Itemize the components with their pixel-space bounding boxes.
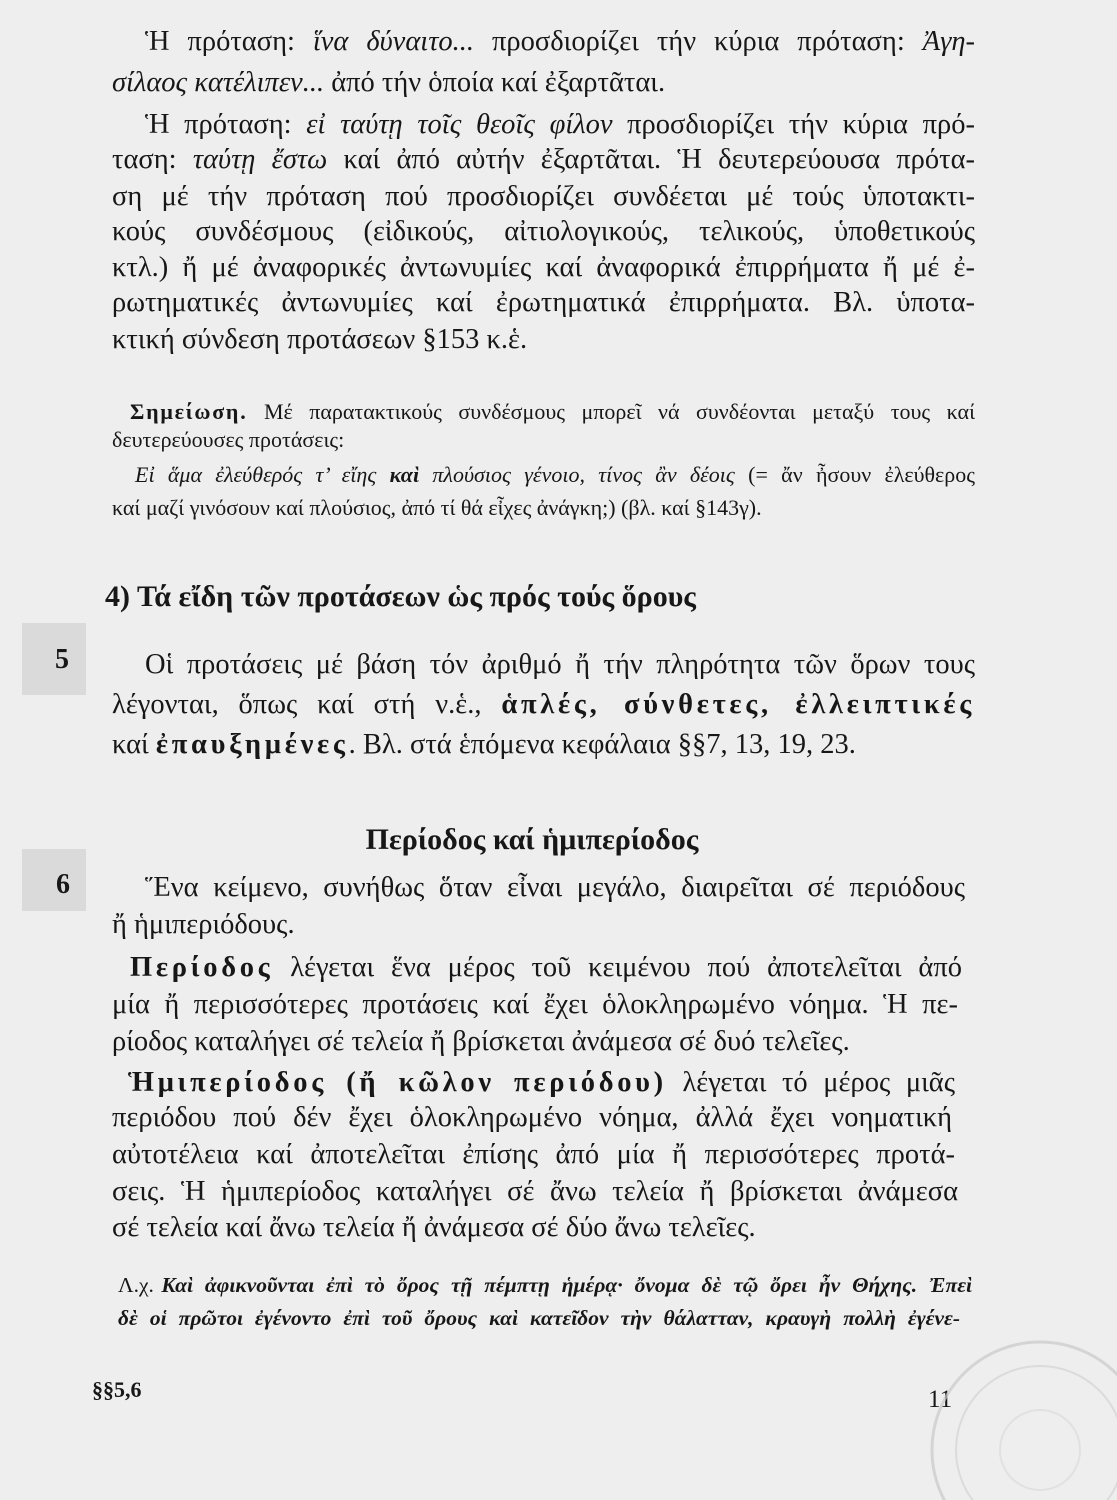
footer-section-ref: §§5,6	[92, 1377, 142, 1402]
paragraph-line	[130, 950, 962, 986]
text-segment: ρίοδος καταλήγει σέ τελεία ἤ βρίσκεται ἀνάμεσα σέ δυό τελεῖες.	[112, 1026, 850, 1057]
passage-line	[145, 24, 975, 60]
paragraph-line	[145, 870, 965, 906]
text-segment: λέγεται τό μέρος μιᾶς	[666, 1067, 955, 1098]
italic-quote: πλούσιος γένοιο, τίνος ἂν δέοις	[419, 462, 735, 487]
example-line	[118, 1303, 960, 1333]
paragraph-line	[112, 1174, 958, 1210]
passage-line	[112, 322, 975, 358]
paragraph-line	[112, 1137, 955, 1173]
paragraph-line	[112, 1210, 958, 1246]
library-stamp-icon	[905, 1300, 1117, 1500]
text-segment: Ἡ πρόταση:	[145, 109, 307, 140]
note-line	[135, 460, 975, 490]
text-segment: προσδιορίζει τήν κύρια πρό-	[612, 109, 975, 140]
emphasis-word: καὶ	[389, 462, 420, 487]
text-segment: δευτερεύουσες προτάσεις:	[112, 427, 345, 452]
text-segment: καί μαζί γινόσουν καί πλούσιος, ἀπό τί θά εἶχες ἀνάγκη;) (βλ. καί §143γ).	[112, 495, 762, 520]
text-segment: λέγονται, ὅπως καί στή ν.ἑ.,	[112, 689, 502, 720]
paragraph-line	[112, 907, 965, 943]
page-number: 11	[928, 1386, 953, 1413]
text-segment: Ἕνα κείμενο, συνήθως ὅταν εἶναι μεγάλο, διαιρεῖται σέ περιόδους	[145, 872, 965, 903]
spaced-term: ἐπαυξημένες	[155, 729, 349, 760]
text-segment: ἤ ἡμιπεριόδους.	[112, 909, 295, 940]
paragraph-line	[112, 727, 975, 763]
text-segment: Μέ παρατακτικούς συνδέσμους μπορεῖ νά συνδέονται μεταξύ τους καί	[247, 399, 975, 424]
note-line	[130, 397, 975, 427]
passage-line	[112, 250, 975, 286]
passage-line	[112, 214, 975, 250]
text-segment: καί ἀπό αὐτήν ἐξαρτᾶται. Ἡ δευτερεύουσα πρότα-	[327, 144, 975, 175]
margin-shade	[22, 623, 86, 695]
spaced-term: ἁπλές, σύνθετες, ἐλλειπτικές	[501, 689, 975, 720]
paragraph-line	[112, 687, 975, 723]
text-segment: κτική σύνδεση προτάσεων §153 κ.ἑ.	[112, 324, 528, 355]
text-segment: ρωτηματικές ἀντωνυμίες καί ἐρωτηματικά ἐπιρρήματα. Βλ. ὑποτα-	[112, 287, 975, 318]
passage-line	[112, 142, 975, 178]
text-segment: ταση:	[112, 144, 193, 175]
italic-quote: Ἀγη-	[922, 26, 975, 57]
italic-quote: εἰ ταύτῃ τοῖς θεοῖς φίλον	[306, 109, 613, 140]
italic-quote: Εἰ ἅμα ἐλεύθερός τ’ εἴης	[135, 462, 390, 487]
section-heading: 4) Τά εἴδη τῶν προτάσεων ὡς πρός τούς ὅρους	[105, 580, 696, 613]
note-line	[112, 425, 975, 455]
example-quote: δὲ οἱ πρῶτοι ἐγένοντο ἐπὶ τοῦ ὄρους καὶ κατεῖδον τὴν θάλατταν, κραυγὴ πολλὴ ἐγένε-	[118, 1306, 960, 1330]
passage-line	[145, 107, 975, 143]
text-segment: σεις. Ἡ ἡμιπερίοδος καταλήγει σέ ἄνω τελεία ἤ βρίσκεται ἀνάμεσα	[112, 1176, 958, 1207]
paragraph-number: 5	[55, 644, 69, 675]
text-segment: . Βλ. στά ἑπόμενα κεφάλαια §§7, 13, 19, 23.	[348, 729, 856, 760]
text-segment: μία ἤ περισσότερες προτάσεις καί ἔχει ὁλοκληρωμένο νόημα. Ἡ πε-	[112, 989, 958, 1020]
text-segment: σέ τελεία καί ἄνω τελεία ἤ ἀνάμεσα σέ δύο ἄνω τελεῖες.	[112, 1212, 756, 1243]
text-segment: Ἡ πρόταση:	[145, 26, 313, 57]
spaced-term: Περίοδος	[130, 952, 274, 983]
italic-quote: σίλαος κατέλιπεν...	[112, 67, 325, 98]
paragraph-number: 6	[56, 869, 70, 900]
text-segment: κούς συνδέσμους (εἰδικούς, αἰτιολογικούς, τελικούς, ὑποθετικούς	[112, 216, 975, 247]
text-segment: ση μέ τήν πρόταση πού προσδιορίζει συνδέεται μέ τούς ὑποτακτι-	[112, 181, 975, 212]
note-label: Σημείωση.	[130, 399, 248, 424]
margin-shade	[22, 849, 86, 911]
example-quote: Καὶ ἀφικνοῦνται ἐπὶ τὸ ὄρος τῇ πέμπτῃ ἡμέρᾳ· ὄνομα δὲ τῷ ὄρει ἦν Θήχης. Ἐπεὶ	[161, 1273, 972, 1297]
paragraph-line	[112, 987, 958, 1023]
example-label: Λ.χ.	[118, 1273, 154, 1297]
text-segment: προσδιορίζει τήν κύρια πρόταση:	[474, 26, 923, 57]
section-heading: Περίοδος καί ἡμιπερίοδος	[365, 823, 699, 856]
text-segment: ἀπό τήν ὁποία καί ἐξαρτᾶται.	[324, 67, 666, 98]
text-segment: (= ἄν ἦσουν ἐλεύθερος	[734, 462, 975, 487]
italic-quote: ἵνα δύναιτο...	[312, 26, 475, 57]
paragraph-line	[128, 1065, 955, 1101]
italic-quote: ταύτῃ ἔστω	[192, 144, 328, 175]
example-line	[118, 1270, 972, 1300]
text-segment: καί	[112, 729, 156, 760]
passage-line	[112, 285, 975, 321]
note-line	[112, 493, 975, 523]
passage-line	[112, 179, 975, 215]
paragraph-line	[145, 647, 975, 683]
paragraph-line	[112, 1100, 952, 1136]
spaced-term: Ἡμιπερίοδος (ἤ κῶλον περιόδου)	[128, 1067, 667, 1098]
text-segment: αὐτοτέλεια καί ἀποτελεῖται ἐπίσης ἀπό μία ἤ περισσότερες προτά-	[112, 1139, 955, 1170]
text-segment: κτλ.) ἤ μέ ἀναφορικές ἀντωνυμίες καί ἀναφορικά ἐπιρρήματα ἤ μέ ἐ-	[112, 252, 975, 283]
text-segment: λέγεται ἕνα μέρος τοῦ κειμένου πού ἀποτελεῖται ἀπό	[273, 952, 962, 983]
passage-line	[112, 65, 975, 101]
text-segment: περιόδου πού δέν ἔχει ὁλοκληρωμένο νόημα, ἀλλά ἔχει νοηματική	[112, 1102, 952, 1133]
text-segment: Οἱ προτάσεις μέ βάση τόν ἀριθμό ἤ τήν πληρότητα τῶν ὅρων τους	[145, 649, 975, 680]
paragraph-line	[112, 1024, 958, 1060]
